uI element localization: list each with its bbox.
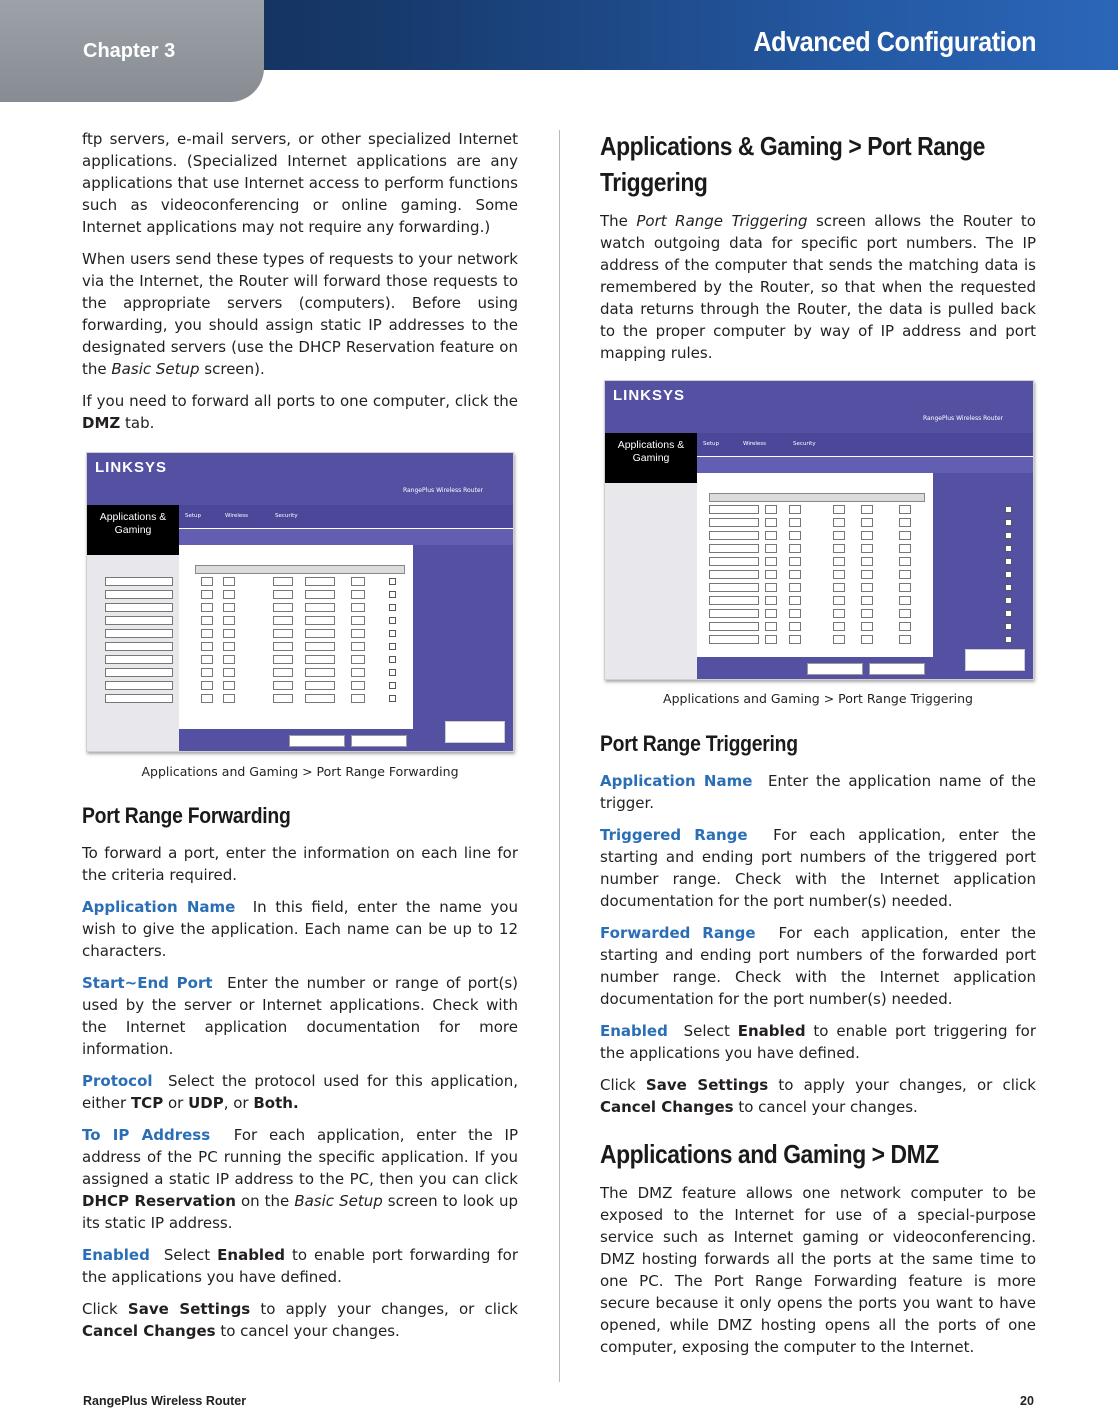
form-field xyxy=(351,668,365,677)
form-field xyxy=(305,603,335,612)
term: Application Name xyxy=(600,772,753,790)
form-field xyxy=(223,642,235,651)
form-field xyxy=(105,603,173,612)
emphasis: Basic Setup xyxy=(294,1192,383,1210)
save-settings-button xyxy=(289,735,345,747)
page-number: 20 xyxy=(1020,1394,1034,1408)
form-field xyxy=(273,655,293,664)
form-field xyxy=(861,570,873,579)
enabled-checkbox xyxy=(389,682,396,689)
text: to enable port triggering for the applications you have defined. xyxy=(600,1022,1036,1062)
definition-item xyxy=(82,896,518,962)
enabled-checkbox xyxy=(1005,571,1012,578)
form-field xyxy=(305,590,335,599)
cancel-changes-button xyxy=(869,663,925,675)
form-row xyxy=(709,622,1009,632)
form-row xyxy=(709,596,1009,606)
form-field xyxy=(223,681,235,690)
form-field xyxy=(789,622,801,631)
chapter-tab xyxy=(0,0,264,102)
form-field xyxy=(105,577,173,586)
text: to apply your changes, or click xyxy=(250,1300,518,1318)
enabled-checkbox xyxy=(1005,558,1012,565)
term: Triggered Range xyxy=(600,826,748,844)
form-field xyxy=(305,681,335,690)
form-field xyxy=(351,629,365,638)
form-field xyxy=(273,577,293,586)
enabled-checkbox xyxy=(389,630,396,637)
text: or xyxy=(163,1094,189,1112)
form-field xyxy=(709,518,759,527)
form-field xyxy=(305,577,335,586)
left-nav xyxy=(605,473,697,679)
enabled-checkbox xyxy=(389,669,396,676)
definition-item xyxy=(600,1020,1036,1064)
bold-term: Both. xyxy=(253,1094,299,1112)
form-row xyxy=(709,609,1009,619)
form-field xyxy=(861,596,873,605)
figure-caption: Applications and Gaming > Port Range Triggering xyxy=(663,691,973,706)
text: screen). xyxy=(199,360,265,378)
definition-item xyxy=(82,1070,518,1114)
form-field xyxy=(305,642,335,651)
right-column xyxy=(600,128,1036,374)
form-field xyxy=(273,681,293,690)
enabled-checkbox xyxy=(389,617,396,624)
form-field xyxy=(709,505,759,514)
form-row xyxy=(709,570,1009,580)
form-row xyxy=(709,557,1009,567)
form-field xyxy=(273,642,293,651)
text: to cancel your changes. xyxy=(733,1098,918,1116)
form-field xyxy=(273,590,293,599)
form-field xyxy=(709,557,759,566)
enabled-checkbox xyxy=(1005,636,1012,643)
form-field xyxy=(201,655,213,664)
text: tab. xyxy=(120,414,155,432)
form-field xyxy=(861,544,873,553)
definition-item xyxy=(600,824,1036,912)
bold-term: DMZ xyxy=(82,414,121,432)
form-field xyxy=(201,616,213,625)
form-field xyxy=(861,505,873,514)
form-field xyxy=(833,635,845,644)
text: Click xyxy=(600,1076,646,1094)
tab-security: Security xyxy=(275,513,298,519)
text: Select the protocol used for this application, either xyxy=(82,1072,519,1112)
form-field xyxy=(201,603,213,612)
text: For each application, enter the IP address of the PC running the specific application. If you assigned a static IP address to the PC, then you can click xyxy=(82,1126,518,1188)
product-label: RangePlus Wireless Router xyxy=(402,487,483,494)
paragraph: To forward a port, enter the information on each line for the criteria required. xyxy=(82,844,518,884)
form-field xyxy=(833,570,845,579)
form-field xyxy=(305,694,335,703)
enabled-checkbox xyxy=(389,643,396,650)
definition-item xyxy=(82,972,518,1060)
bold-term: Save Settings xyxy=(127,1300,251,1318)
form-field xyxy=(351,590,365,599)
linksys-logo: LINKSYS xyxy=(95,459,168,476)
port-range-forwarding-screenshot xyxy=(86,452,514,752)
form-row xyxy=(709,518,1009,528)
form-field xyxy=(833,622,845,631)
form-field xyxy=(351,603,365,612)
form-field xyxy=(789,596,801,605)
form-field xyxy=(833,596,845,605)
form-row xyxy=(709,531,1009,541)
form-field xyxy=(351,655,365,664)
sub-tabs xyxy=(179,529,513,545)
form-field xyxy=(201,629,213,638)
save-settings-button xyxy=(807,663,863,675)
form-field xyxy=(105,694,173,703)
paragraph: ftp servers, e-mail servers, or other specialized Internet applications. (Specialized Internet applications are any applications that use Internet access to perform functions such as videoconferencing or online gaming. Some Internet applications may not require any forwarding.) xyxy=(82,130,518,236)
form-field xyxy=(709,596,759,605)
form-field xyxy=(273,629,293,638)
linksys-logo: LINKSYS xyxy=(613,387,686,404)
form-field xyxy=(899,557,911,566)
form-field xyxy=(709,635,759,644)
definition-item xyxy=(82,1244,518,1288)
form-field xyxy=(351,681,365,690)
paragraph xyxy=(600,1074,1036,1118)
tab-wireless: Wireless xyxy=(743,441,767,447)
paragraph xyxy=(600,210,1036,364)
form-field xyxy=(789,570,801,579)
enabled-checkbox xyxy=(1005,545,1012,552)
form-row xyxy=(105,603,405,613)
screenshot-banner xyxy=(605,381,1033,433)
tab-setup: Setup xyxy=(185,513,202,519)
table-header xyxy=(195,565,405,574)
form-field xyxy=(105,681,173,690)
definition-item xyxy=(600,770,1036,814)
sub-tabs xyxy=(697,457,1033,473)
chapter-title: Advanced Configuration xyxy=(753,26,1036,57)
form-field xyxy=(899,609,911,618)
form-row xyxy=(105,681,405,691)
form-field xyxy=(861,518,873,527)
form-field xyxy=(789,583,801,592)
term: Protocol xyxy=(82,1072,153,1090)
form-field xyxy=(789,557,801,566)
form-field xyxy=(273,616,293,625)
form-field xyxy=(223,590,235,599)
text: Select xyxy=(683,1022,738,1040)
form-field xyxy=(201,577,213,586)
form-field xyxy=(765,544,777,553)
enabled-checkbox xyxy=(1005,519,1012,526)
text: Click xyxy=(82,1300,128,1318)
form-field xyxy=(201,642,213,651)
form-field xyxy=(833,505,845,514)
screenshot-footer xyxy=(697,657,933,679)
form-field xyxy=(833,531,845,540)
form-field xyxy=(861,531,873,540)
form-field xyxy=(899,505,911,514)
screenshot-footer xyxy=(179,729,413,751)
form-field xyxy=(351,616,365,625)
paragraph: The DMZ feature allows one network computer to be exposed to the Internet for use of a special-purpose service such as Internet gaming or videoconferencing. DMZ hosting forwards all the ports at the same time to one PC. The Port Range Forwarding feature is more secure because it only opens the ports you want to have opened, while DMZ hosting opens all the ports of one computer, exposing the computer to the Internet. xyxy=(600,1184,1036,1356)
form-row xyxy=(709,505,1009,515)
form-field xyxy=(789,609,801,618)
form-field xyxy=(223,616,235,625)
bold-term: DHCP Reservation xyxy=(82,1192,236,1210)
definition: Enter the application name of the trigger. xyxy=(600,772,1037,812)
text: to apply your changes, or click xyxy=(768,1076,1036,1094)
form-field xyxy=(899,622,911,631)
form-field xyxy=(861,583,873,592)
form-field xyxy=(223,668,235,677)
bold-term: UDP xyxy=(188,1094,224,1112)
text: Select xyxy=(163,1246,218,1264)
definition: For each application, enter the starting and ending port numbers of the triggered port number range. Check with the Internet application documentation for the port number(s) needed. xyxy=(600,826,1036,910)
bold-term: Enabled xyxy=(737,1022,806,1040)
text: The xyxy=(600,212,637,230)
form-field xyxy=(105,655,173,664)
form-field xyxy=(223,577,235,586)
screenshot-banner xyxy=(87,453,513,505)
section-box xyxy=(87,505,179,545)
form-field xyxy=(789,544,801,553)
table-header xyxy=(709,493,925,502)
form-field xyxy=(765,583,777,592)
section-heading: Port Range Forwarding xyxy=(82,803,291,828)
enabled-checkbox xyxy=(1005,597,1012,604)
form-row xyxy=(105,590,405,600)
section-label: Applications & Gaming xyxy=(99,511,167,536)
form-field xyxy=(833,518,845,527)
definition-item xyxy=(82,1124,518,1234)
text: When users send these types of requests to your network via the Internet, the Router will forward those requests to the appropriate servers (computers). Before using forwarding, you should assign static IP addresses to the designated servers (use the DHCP Reservation feature on the xyxy=(82,250,518,378)
bold-term: Cancel Changes xyxy=(600,1098,734,1116)
cisco-logo xyxy=(965,649,1025,671)
form-field xyxy=(273,668,293,677)
text: , or xyxy=(223,1094,254,1112)
form-field xyxy=(765,609,777,618)
form-field xyxy=(765,596,777,605)
bold-term: TCP xyxy=(130,1094,164,1112)
right-column-lower xyxy=(600,730,1036,1368)
form-field xyxy=(305,655,335,664)
form-field xyxy=(273,694,293,703)
port-range-triggering-screenshot xyxy=(604,380,1034,680)
form-field xyxy=(201,668,213,677)
form-row xyxy=(709,635,1009,645)
form-field xyxy=(351,577,365,586)
text: If you need to forward all ports to one computer, click the xyxy=(82,392,518,410)
form-field xyxy=(899,518,911,527)
nav-tabs xyxy=(179,505,513,529)
form-row xyxy=(105,668,405,678)
definition-item xyxy=(600,922,1036,1010)
figure-caption: Applications and Gaming > Port Range Forwarding xyxy=(141,764,459,779)
form-row xyxy=(105,577,405,587)
form-field xyxy=(709,531,759,540)
enabled-checkbox xyxy=(389,591,396,598)
enabled-checkbox xyxy=(1005,532,1012,539)
term: Start~End Port xyxy=(82,974,213,992)
column-divider xyxy=(559,130,560,1382)
form-field xyxy=(833,583,845,592)
form-field xyxy=(789,505,801,514)
left-column xyxy=(82,128,518,444)
enabled-checkbox xyxy=(389,656,396,663)
section-heading: Applications & Gaming > Port Range Triggering xyxy=(600,131,985,197)
section-box xyxy=(605,433,697,473)
chapter-label: Chapter 3 xyxy=(83,40,176,62)
bold-term: Enabled xyxy=(217,1246,285,1264)
definition: For each application, enter the starting and ending port numbers of the forwarded port number range. Check with the Internet application documentation for the port number(s) needed. xyxy=(600,924,1036,1008)
term: Enabled xyxy=(600,1022,668,1040)
form-field xyxy=(305,629,335,638)
form-field xyxy=(223,629,235,638)
enabled-checkbox xyxy=(389,695,396,702)
form-field xyxy=(105,629,173,638)
enabled-checkbox xyxy=(389,604,396,611)
form-field xyxy=(899,596,911,605)
definition: In this field, enter the name you wish to give the application. Each name can be up to 12 characters. xyxy=(82,898,518,960)
enabled-checkbox xyxy=(1005,610,1012,617)
form-field xyxy=(709,622,759,631)
form-field xyxy=(861,635,873,644)
enabled-checkbox xyxy=(1005,506,1012,513)
footer-product-name: RangePlus Wireless Router xyxy=(83,1394,247,1408)
form-field xyxy=(305,668,335,677)
form-field xyxy=(861,557,873,566)
tab-setup: Setup xyxy=(703,441,720,447)
nav-tabs xyxy=(697,433,1033,457)
enabled-checkbox xyxy=(389,578,396,585)
form-field xyxy=(765,518,777,527)
tab-security: Security xyxy=(793,441,816,447)
form-field xyxy=(351,642,365,651)
form-field xyxy=(105,616,173,625)
product-label: RangePlus Wireless Router xyxy=(922,415,1003,422)
paragraph xyxy=(82,390,518,434)
form-field xyxy=(861,622,873,631)
term: To IP Address xyxy=(82,1126,211,1144)
bold-term: Save Settings xyxy=(645,1076,769,1094)
paragraph xyxy=(82,1298,518,1342)
definition: Enter the number or range of port(s) used by the server or Internet applications. Check with the Internet application documentation for more information. xyxy=(82,974,518,1058)
enabled-checkbox xyxy=(1005,584,1012,591)
term: Application Name xyxy=(82,898,236,916)
form-field xyxy=(709,609,759,618)
text: to enable port forwarding for the applications you have defined. xyxy=(82,1246,518,1286)
emphasis: Basic Setup xyxy=(111,360,200,378)
form-field xyxy=(833,609,845,618)
section-heading: Applications and Gaming > DMZ xyxy=(600,1139,939,1169)
form-row xyxy=(709,544,1009,554)
enabled-checkbox xyxy=(1005,623,1012,630)
paragraph xyxy=(82,248,518,380)
cisco-logo xyxy=(445,721,505,743)
section-heading: Port Range Triggering xyxy=(600,731,798,756)
section-label: Applications & Gaming xyxy=(617,439,685,464)
form-field xyxy=(223,603,235,612)
text: screen to look up its static IP address. xyxy=(82,1192,519,1232)
cancel-changes-button xyxy=(351,735,407,747)
form-field xyxy=(305,616,335,625)
form-field xyxy=(105,642,173,651)
nav-bar xyxy=(605,473,697,483)
form-field xyxy=(899,570,911,579)
form-field xyxy=(709,544,759,553)
text: on the xyxy=(235,1192,295,1210)
term: Forwarded Range xyxy=(600,924,756,942)
form-field xyxy=(351,694,365,703)
form-field xyxy=(833,544,845,553)
left-column-lower xyxy=(82,802,518,1352)
form-field xyxy=(899,544,911,553)
text: screen allows the Router to watch outgoing data for specific port numbers. The IP address of the computer that sends the matching data is remembered by the Router, so that when the requested data returns through the Router, the data is pulled back to the proper computer by way of IP address and port mapping rules. xyxy=(600,212,1036,362)
form-field xyxy=(765,557,777,566)
form-field xyxy=(223,694,235,703)
form-row xyxy=(709,583,1009,593)
form-field xyxy=(105,590,173,599)
form-field xyxy=(709,570,759,579)
emphasis: Port Range Triggering xyxy=(636,212,808,230)
form-field xyxy=(201,681,213,690)
tab-wireless: Wireless xyxy=(225,513,249,519)
form-field xyxy=(765,635,777,644)
nav-bar xyxy=(87,545,179,555)
form-field xyxy=(789,531,801,540)
form-field xyxy=(765,531,777,540)
form-field xyxy=(709,583,759,592)
form-row xyxy=(105,629,405,639)
form-field xyxy=(899,583,911,592)
text: to cancel your changes. xyxy=(215,1322,400,1340)
form-field xyxy=(789,518,801,527)
form-row xyxy=(105,655,405,665)
form-field xyxy=(765,505,777,514)
form-field xyxy=(899,531,911,540)
form-field xyxy=(273,603,293,612)
form-field xyxy=(105,668,173,677)
form-field xyxy=(223,655,235,664)
bold-term: Cancel Changes xyxy=(82,1322,216,1340)
form-field xyxy=(861,609,873,618)
term: Enabled xyxy=(82,1246,150,1264)
form-row xyxy=(105,616,405,626)
form-field xyxy=(789,635,801,644)
form-row xyxy=(105,642,405,652)
form-field xyxy=(201,590,213,599)
form-row xyxy=(105,694,405,704)
form-field xyxy=(201,694,213,703)
form-field xyxy=(833,557,845,566)
form-field xyxy=(765,570,777,579)
form-field xyxy=(899,635,911,644)
form-field xyxy=(765,622,777,631)
